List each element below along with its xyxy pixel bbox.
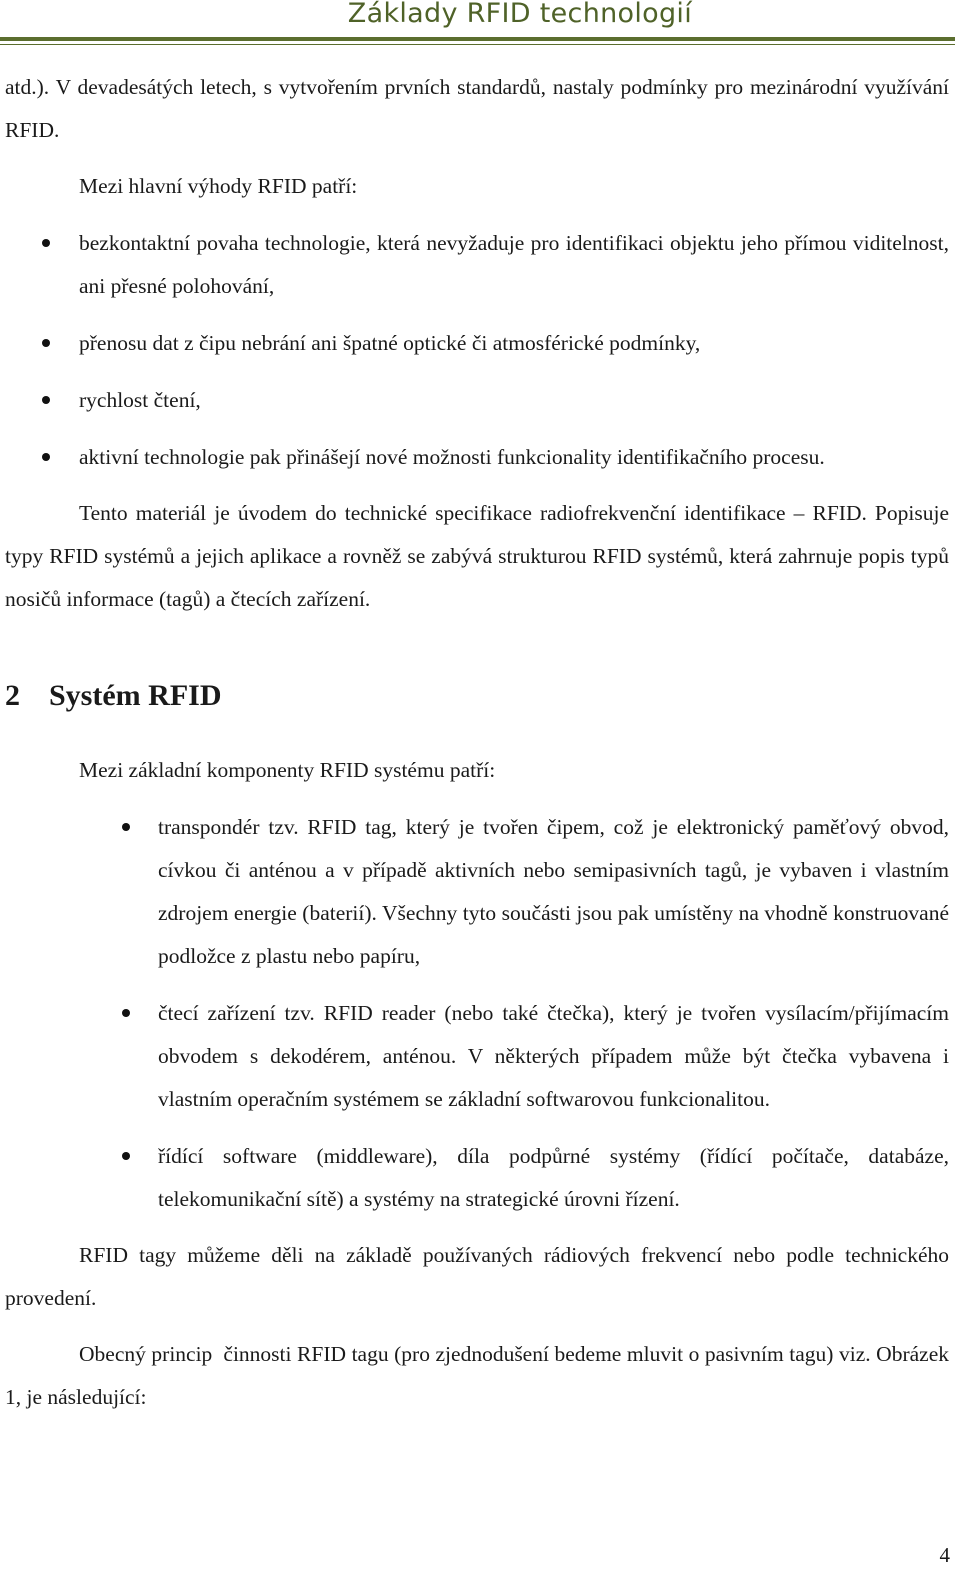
- bullet-icon: [42, 239, 50, 247]
- section-heading: [5, 676, 949, 716]
- header-rule: [0, 37, 955, 41]
- components-list: [5, 806, 949, 1221]
- header-rule-thin: [0, 44, 955, 45]
- list-item: rychlost čtení,: [5, 379, 949, 422]
- bullet-icon: [122, 1152, 130, 1160]
- principle-paragraph: Obecný princip činnosti RFID tagu (pro zjednodušení bedeme mluvit o pasivním tagu) viz. Obrázek 1, je následující:: [5, 1342, 955, 1409]
- list-item: aktivní technologie pak přinášejí nové možnosti funkcionality identifikačního procesu.: [5, 436, 949, 479]
- advantages-lead: Mezi hlavní výhody RFID patří:: [79, 174, 358, 198]
- intro-paragraph: atd.). V devadesátých letech, s vytvořením prvních standardů, nastaly podmínky pro mezinárodní využívání RFID.: [5, 75, 949, 142]
- bullet-icon: [42, 453, 50, 461]
- list-item: čtecí zařízení tzv. RFID reader (nebo také čtečka), který je tvořen vysílacím/přijímacím obvodem s dekodérem, anténou. V některých případem může být čtečka vybavena i vlastním operačním systémem se základní softwarovou funkcionalitou.: [5, 992, 949, 1121]
- list-item: bezkontaktní povaha technologie, která nevyžaduje pro identifikaci objektu jeho přímou viditelnost, ani přesné polohování,: [5, 222, 949, 308]
- components-lead: Mezi základní komponenty RFID systému patří:: [79, 758, 496, 782]
- section-number: 2: [5, 679, 20, 712]
- list-item: přenosu dat z čipu nebrání ani špatné optické či atmosférické podmínky,: [5, 322, 949, 365]
- list-item: řídící software (middleware), díla podpůrné systémy (řídící počítače, databáze, telekomunikační sítě) a systémy na strategické úrovni řízení.: [5, 1135, 949, 1221]
- running-header-title: Základy RFID technologií: [347, 0, 692, 29]
- bullet-icon: [122, 1009, 130, 1017]
- summary-paragraph: Tento materiál je úvodem do technické specifikace radiofrekvenční identifikace – RFID. Popisuje typy RFID systémů a jejich aplikace a rovněž se zabývá strukturou RFID systémů, která zahrnuje popis typů nosičů informace (tagů) a čtecích zařízení.: [5, 501, 949, 611]
- section-title: Systém RFID: [49, 679, 222, 712]
- bullet-icon: [42, 396, 50, 404]
- page-body: [5, 66, 955, 1419]
- list-item: transpondér tzv. RFID tag, který je tvořen čipem, což je elektronický paměťový obvod, cívkou či anténou a v případě aktivních nebo semipasivních tagů, je vybaven i vlastním zdrojem energie (baterií). Všechny tyto součásti jsou pak umístěny na vhodně konstruované podložce z plastu nebo papíru,: [5, 806, 949, 978]
- tags-paragraph: RFID tagy můžeme děli na základě používaných rádiových frekvencí nebo podle technického provedení.: [5, 1243, 949, 1310]
- bullet-icon: [122, 823, 130, 831]
- bullet-icon: [42, 339, 50, 347]
- page-number: 4: [939, 1543, 950, 1567]
- advantages-list: [5, 222, 949, 479]
